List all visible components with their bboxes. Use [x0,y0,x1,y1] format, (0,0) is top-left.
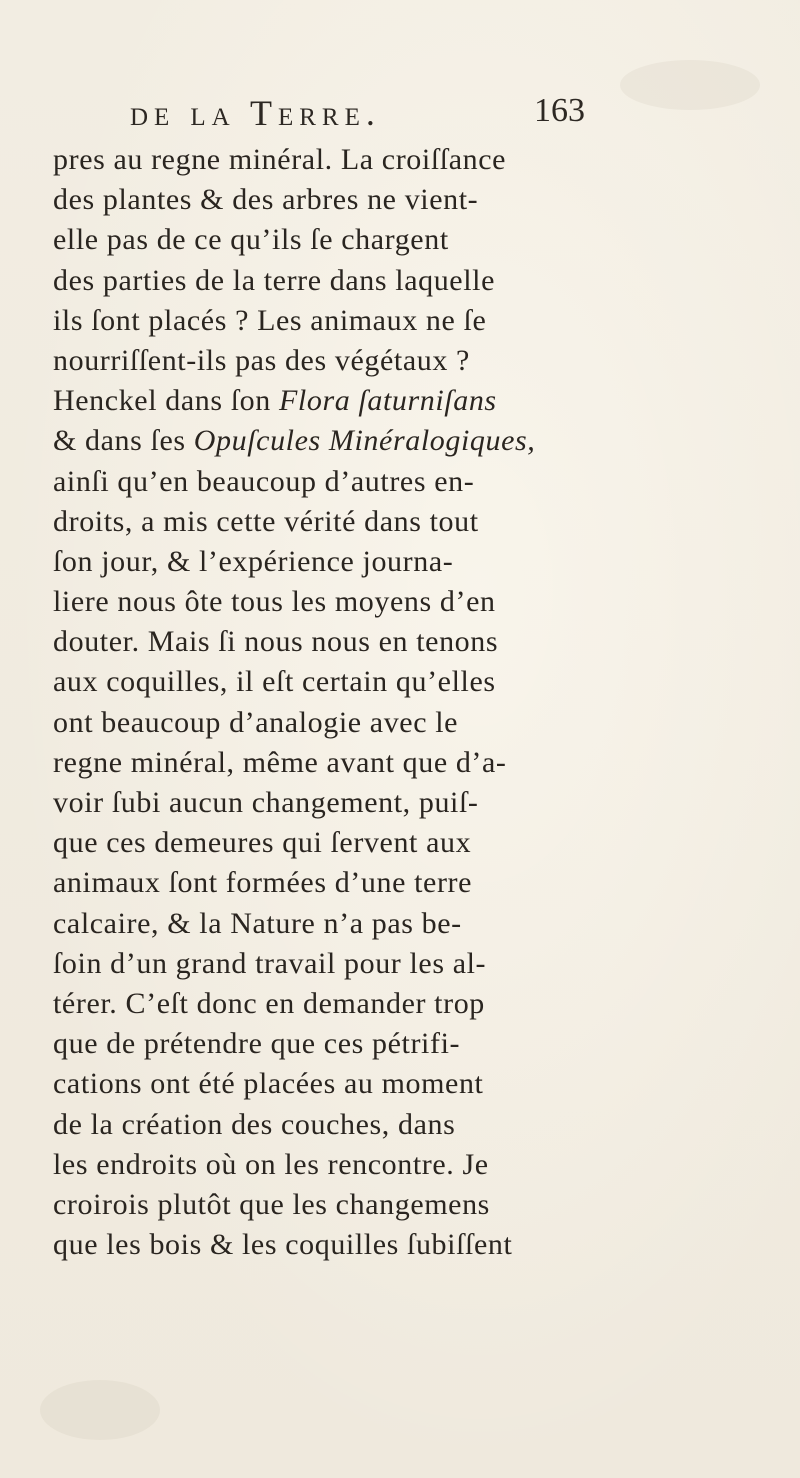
page-number: 163 [534,92,585,129]
text-line: aux coquilles, il eſt certain qu’elles [53,665,496,699]
text-line: calcaire, & la Nature n’a pas be- [53,906,462,940]
text-line-with-italic-title [53,421,793,461]
text-line: ainſi qu’en beaucoup d’autres en- [53,464,475,498]
text-line: des plantes & des arbres ne vient- [53,183,479,217]
text-line: croirois plutôt que les changemens [53,1187,490,1221]
running-head: de la Terre. [130,93,381,133]
body-text [53,140,793,1265]
italic-title: Opuſcules Minéralogiques, [193,424,536,458]
text-segment: & dans ſes [53,424,194,458]
text-line: de la création des couches, dans [53,1107,456,1141]
text-line: ils ſont placés ? Les animaux ne ſe [53,303,487,337]
text-line: animaux ſont formées d’une terre [53,866,473,900]
text-line: que ces demeures qui ſervent aux [53,826,472,860]
text-line: droits, a mis cette vérité dans tout [53,504,479,538]
text-line: ſoin d’un grand travail pour les al- [53,946,487,980]
italic-title: Flora ſaturniſans [278,384,497,418]
page-header [130,92,650,142]
text-line: ſon jour, & l’expérience journa- [53,544,454,578]
text-line: les endroits où on les rencontre. Je [53,1147,489,1181]
text-line: nourriſſent-ils pas des végétaux ? [53,343,470,377]
text-line: ont beaucoup d’analogie avec le [53,705,459,739]
text-line: pres au regne minéral. La croiſſance [53,143,507,176]
text-line: que de prétendre que ces pétrifi- [53,1027,461,1061]
paper-stain [40,1380,160,1440]
text-line-with-italic-title [53,381,793,421]
text-line: douter. Mais ſi nous nous en tenons [53,625,499,659]
text-line: liere nous ôte tous les moyens d’en [53,585,496,619]
text-line: regne minéral, même avant que d’a- [53,745,507,779]
text-line: des parties de la terre dans laquelle [53,263,496,297]
text-line: que les bois & les coquilles ſubiſſent [53,1228,513,1262]
text-line: térer. C’eſt donc en demander trop [53,986,485,1020]
text-line: cations ont été placées au moment [53,1067,484,1101]
text-line: voir ſubi aucun changement, puiſ- [53,786,479,819]
text-line: elle pas de ce qu’ils ſe chargent [53,223,449,257]
text-segment: Henckel dans ſon [53,384,279,418]
